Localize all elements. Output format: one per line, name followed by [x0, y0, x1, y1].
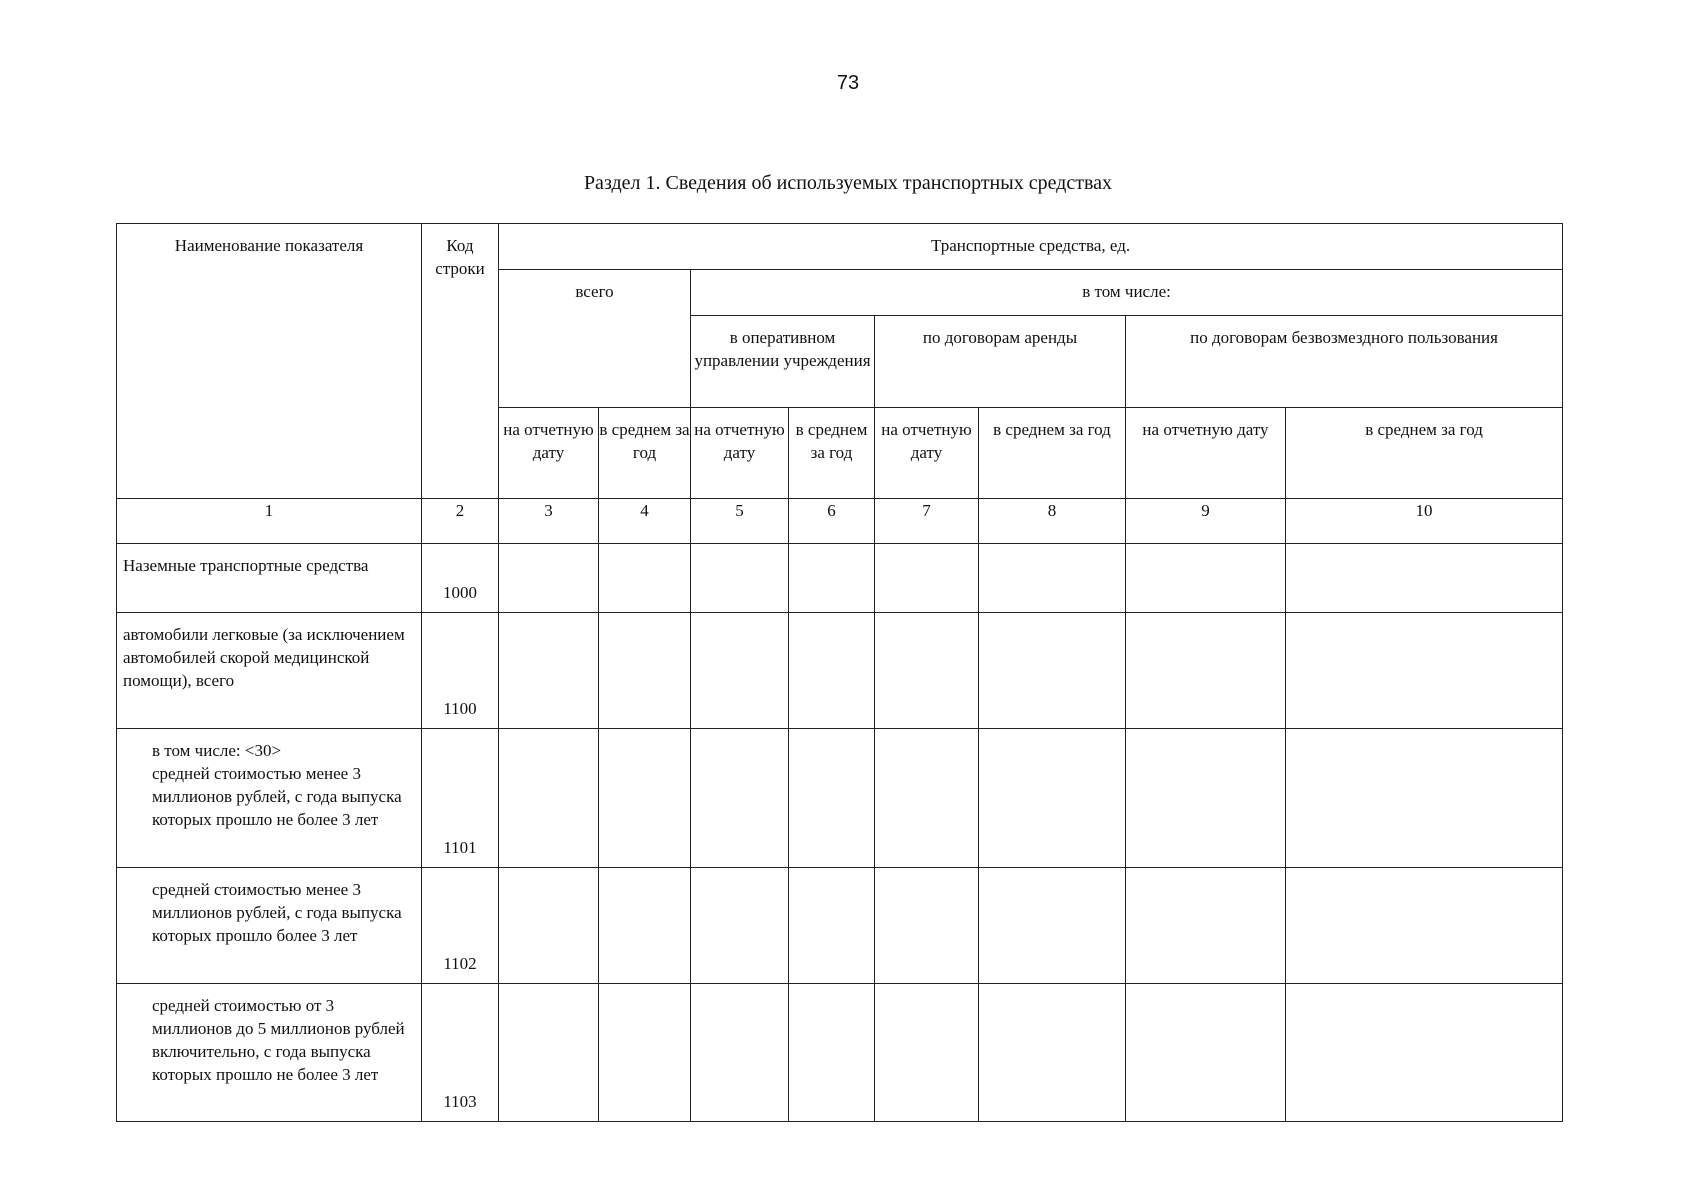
column-number: 5	[691, 499, 789, 544]
data-cell[interactable]	[499, 613, 599, 729]
data-cell[interactable]	[875, 613, 979, 729]
header-vehicles: Транспортные средства, ед.	[499, 224, 1563, 270]
header-total: всего	[499, 270, 691, 408]
header-col-5: на отчетную дату	[691, 408, 789, 499]
column-number: 9	[1126, 499, 1286, 544]
data-cell[interactable]	[875, 729, 979, 868]
header-operational: в оперативном управлении учреждения	[691, 316, 875, 408]
header-col-10: в среднем за год	[1286, 408, 1563, 499]
data-cell[interactable]	[1286, 868, 1563, 984]
column-number: 2	[422, 499, 499, 544]
data-cell[interactable]	[1126, 984, 1286, 1122]
row-code: 1103	[422, 984, 499, 1122]
header-col-7: на отчетную дату	[875, 408, 979, 499]
data-cell[interactable]	[789, 729, 875, 868]
table-row	[117, 984, 1563, 1122]
data-cell[interactable]	[691, 984, 789, 1122]
row-name: Наземные транспортные средства	[117, 544, 422, 613]
data-cell[interactable]	[1126, 613, 1286, 729]
row-name: средней стоимостью от 3 миллионов до 5 миллионов рублей включительно, с года выпуска которых прошло не более 3 лет	[117, 984, 422, 1122]
data-cell[interactable]	[875, 984, 979, 1122]
data-cell[interactable]	[499, 729, 599, 868]
header-col-6: в среднем за год	[789, 408, 875, 499]
table-row	[117, 613, 1563, 729]
column-number: 3	[499, 499, 599, 544]
row-code: 1000	[422, 544, 499, 613]
data-cell[interactable]	[979, 868, 1126, 984]
data-cell[interactable]	[1286, 613, 1563, 729]
data-cell[interactable]	[1126, 544, 1286, 613]
row-name: средней стоимостью менее 3 миллионов рублей, с года выпуска которых прошло более 3 лет	[117, 868, 422, 984]
row-name	[117, 729, 422, 868]
data-cell[interactable]	[789, 544, 875, 613]
data-cell[interactable]	[599, 868, 691, 984]
data-cell[interactable]	[691, 544, 789, 613]
column-number: 6	[789, 499, 875, 544]
row-code: 1102	[422, 868, 499, 984]
page-number: 73	[836, 72, 860, 94]
data-cell[interactable]	[691, 868, 789, 984]
vehicles-table	[116, 223, 1563, 1122]
header-code: Код строки	[422, 224, 499, 499]
table-row	[117, 729, 1563, 868]
row-name-prefix: в том числе: <30>	[152, 741, 282, 760]
data-cell[interactable]	[499, 868, 599, 984]
column-number: 8	[979, 499, 1126, 544]
row-code: 1100	[422, 613, 499, 729]
table-row	[117, 544, 1563, 613]
row-name: автомобили легковые (за исключением автомобилей скорой медицинской помощи), всего	[117, 613, 422, 729]
header-col-3: на отчетную дату	[499, 408, 599, 499]
header-col-8: в среднем за год	[979, 408, 1126, 499]
data-cell[interactable]	[1286, 729, 1563, 868]
data-cell[interactable]	[1126, 868, 1286, 984]
data-cell[interactable]	[499, 984, 599, 1122]
data-cell[interactable]	[1286, 984, 1563, 1122]
header-col-4: в среднем за год	[599, 408, 691, 499]
data-cell[interactable]	[499, 544, 599, 613]
section-title: Раздел 1. Сведения об используемых транспортных средствах	[583, 172, 1113, 194]
column-number: 4	[599, 499, 691, 544]
data-cell[interactable]	[875, 868, 979, 984]
data-cell[interactable]	[789, 613, 875, 729]
header-indicator: Наименование показателя	[117, 224, 422, 499]
table-row	[117, 868, 1563, 984]
data-cell[interactable]	[979, 544, 1126, 613]
column-number: 10	[1286, 499, 1563, 544]
row-code: 1101	[422, 729, 499, 868]
data-cell[interactable]	[875, 544, 979, 613]
data-cell[interactable]	[789, 868, 875, 984]
column-number: 1	[117, 499, 422, 544]
data-cell[interactable]	[1286, 544, 1563, 613]
data-cell[interactable]	[691, 729, 789, 868]
column-number-row	[117, 499, 1563, 544]
data-cell[interactable]	[979, 984, 1126, 1122]
data-cell[interactable]	[979, 729, 1126, 868]
header-lease: по договорам аренды	[875, 316, 1126, 408]
data-cell[interactable]	[979, 613, 1126, 729]
data-cell[interactable]	[599, 544, 691, 613]
header-col-9: на отчетную дату	[1126, 408, 1286, 499]
data-cell[interactable]	[789, 984, 875, 1122]
data-cell[interactable]	[691, 613, 789, 729]
data-cell[interactable]	[1126, 729, 1286, 868]
data-cell[interactable]	[599, 984, 691, 1122]
data-cell[interactable]	[599, 613, 691, 729]
row-name-text: средней стоимостью менее 3 миллионов рублей, с года выпуска которых прошло не более 3 лет	[152, 764, 402, 829]
data-cell[interactable]	[599, 729, 691, 868]
header-free-use: по договорам безвозмездного пользования	[1126, 316, 1563, 408]
column-number: 7	[875, 499, 979, 544]
header-including: в том числе:	[691, 270, 1563, 316]
